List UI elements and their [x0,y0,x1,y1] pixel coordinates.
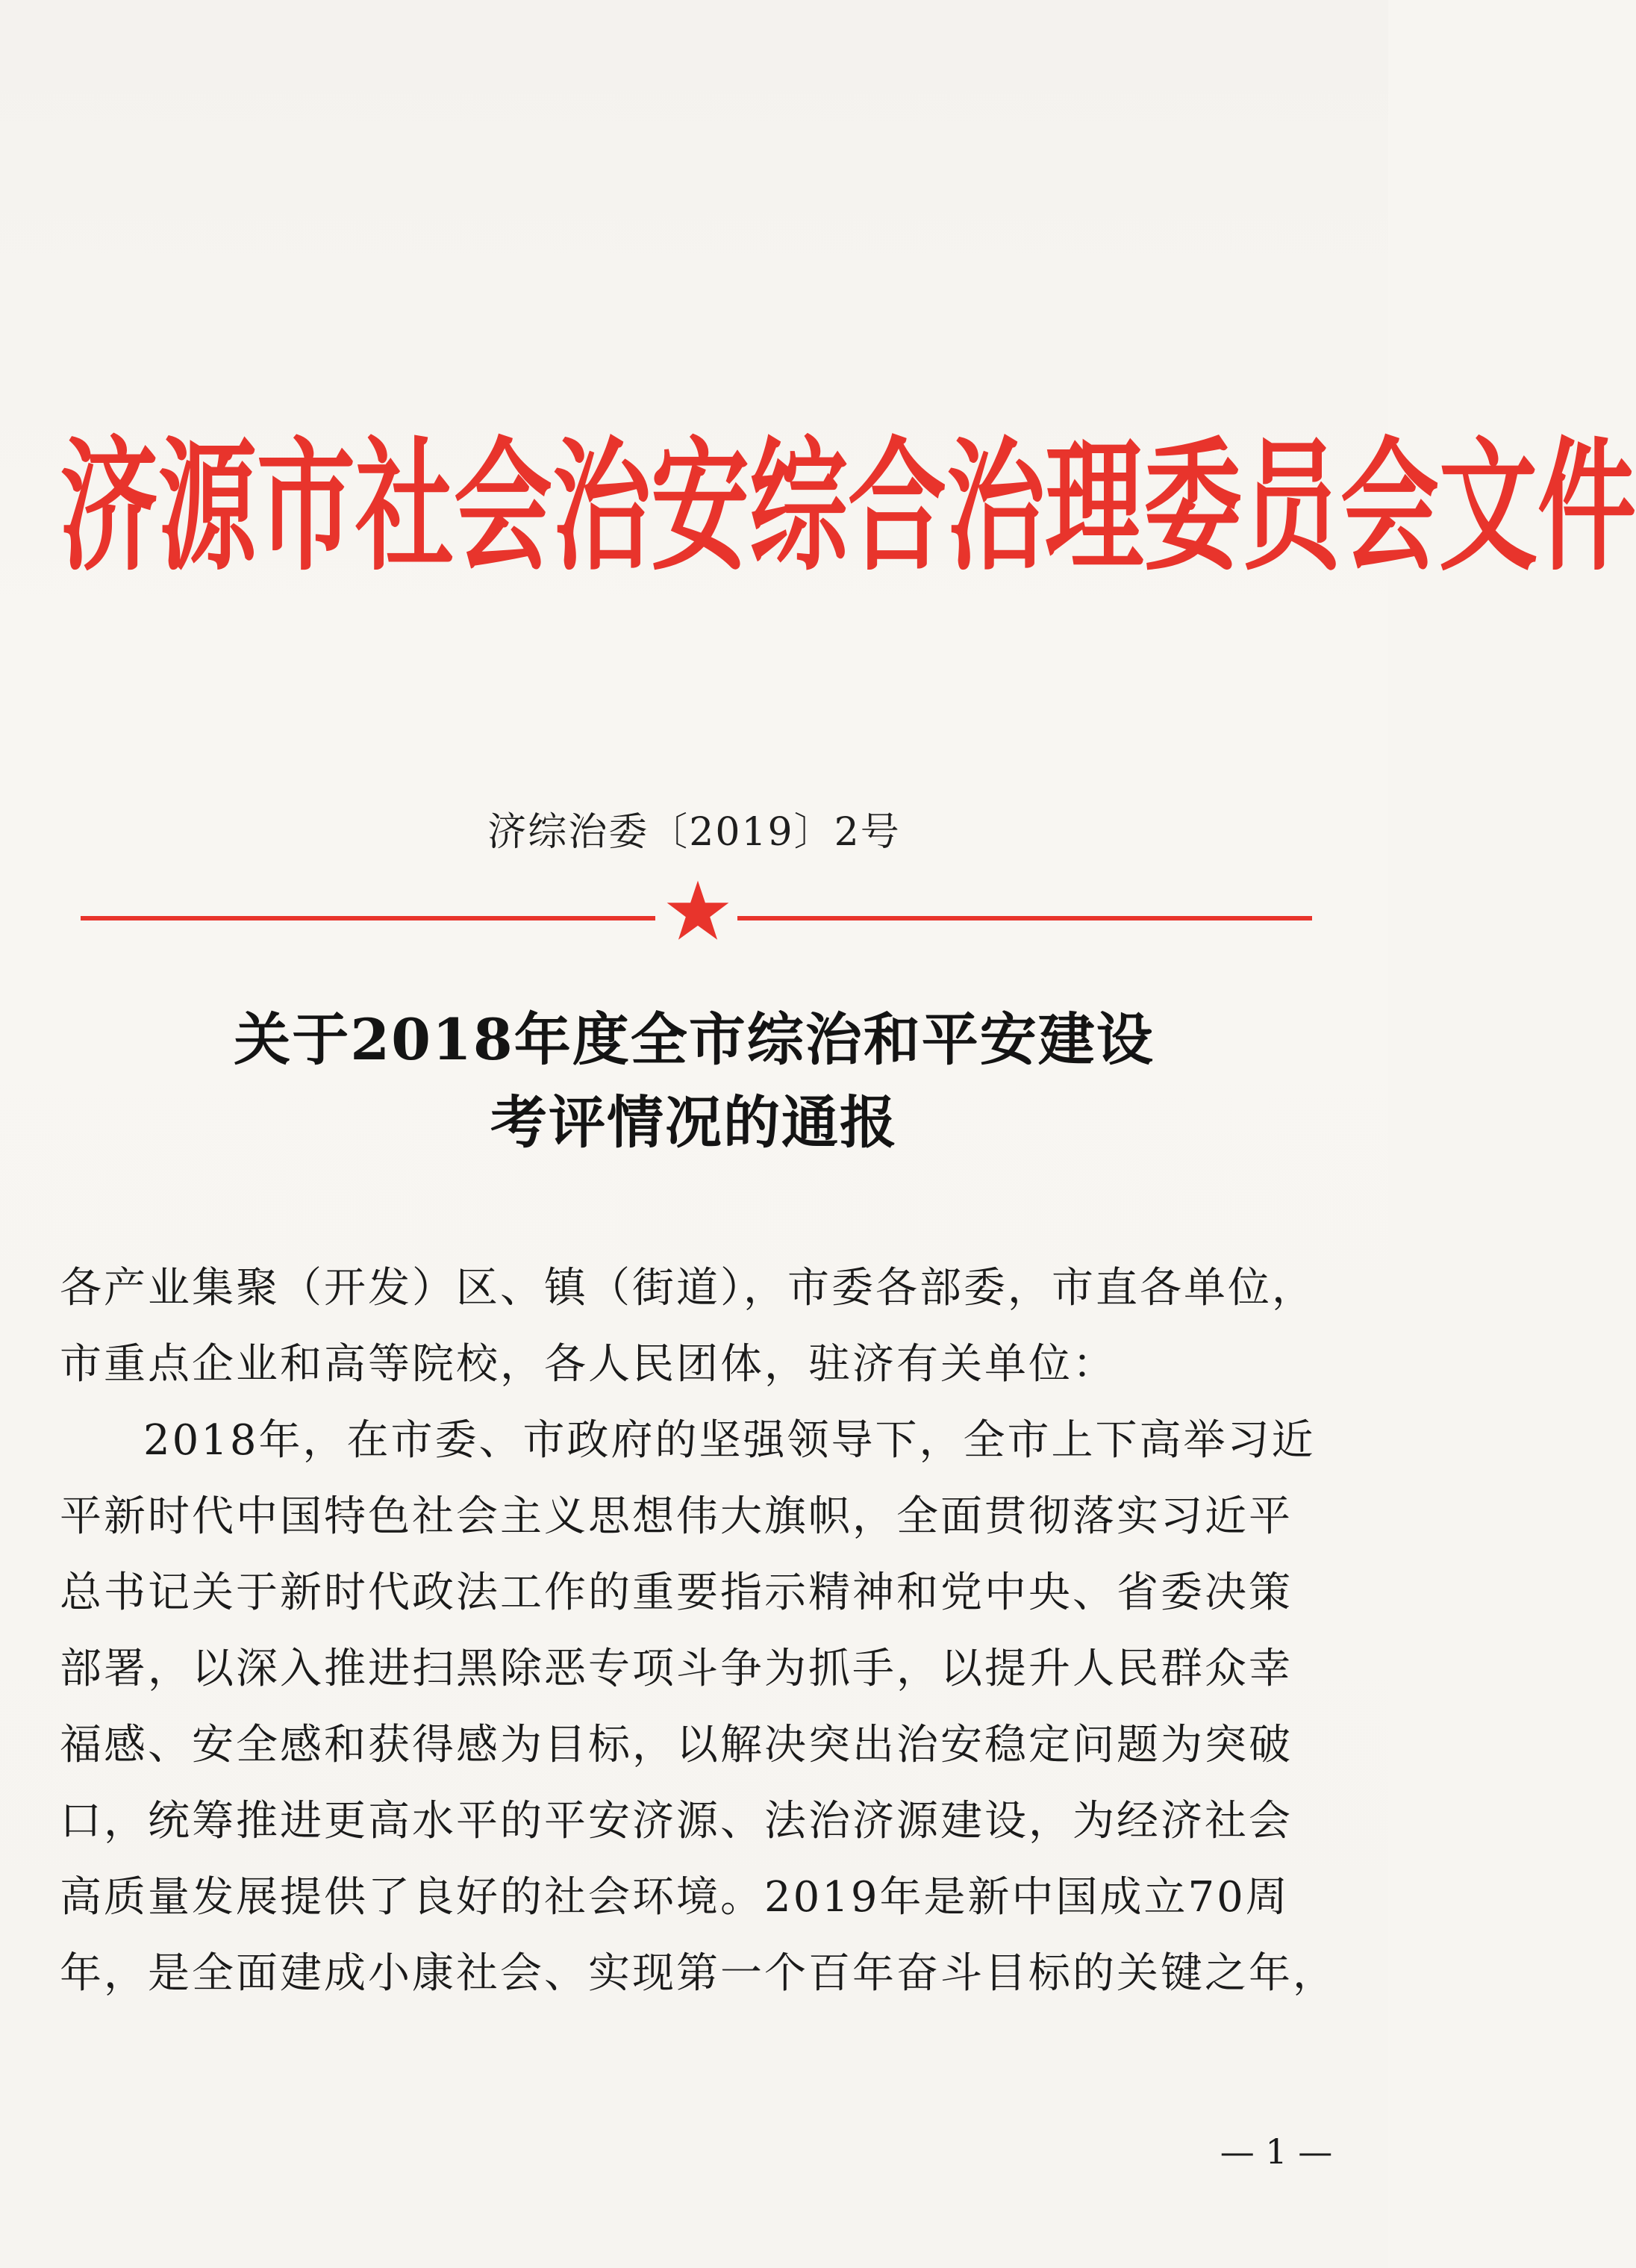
paragraph-line: 总书记关于新时代政法工作的重要指示精神和党中央、省委决策 [60,1568,1293,1617]
paragraph-line: 平新时代中国特色社会主义思想伟大旗帜，全面贯彻落实习近平 [60,1492,1293,1541]
paragraph-line: 部署，以深入推进扫黑除恶专项斗争为抓手，以提升人民群众幸 [60,1645,1293,1693]
paragraph-line: 2018年，在市委、市政府的坚强领导下，全市上下高举习近 [143,1416,1316,1465]
paragraph-line: 口，统筹推进更高水平的平安济源、法治济源建设，为经济社会 [60,1797,1293,1845]
paragraph-line: 福感、安全感和获得感为目标，以解决突出治安稳定问题为突破 [60,1721,1293,1769]
paragraph-line: 高质量发展提供了良好的社会环境。2019年是新中国成立70周 [60,1873,1290,1922]
recipients-line: 各产业集聚（开发）区、镇（街道），市委各部委，市直各单位， [60,1264,1316,1312]
document-masthead: 济源市社会治安综合治理委员会文件 [60,423,1636,591]
notice-title-line-2: 考评情况的通报 [490,1089,898,1156]
document-number: 济综治委〔2019〕2号 [487,810,901,855]
recipients-line: 市重点企业和高等院校，各人民团体，驻济有关单位： [60,1340,1117,1389]
star-icon [664,878,731,945]
red-divider-left [81,916,655,920]
red-divider-right [737,916,1312,920]
page-number: — 1 — [1220,2131,1333,2172]
paragraph-line: 年，是全面建成小康社会、实现第一个百年奋斗目标的关键之年， [60,1949,1337,1998]
notice-title-line-1: 关于2018年度全市综治和平安建设 [234,1006,1155,1073]
